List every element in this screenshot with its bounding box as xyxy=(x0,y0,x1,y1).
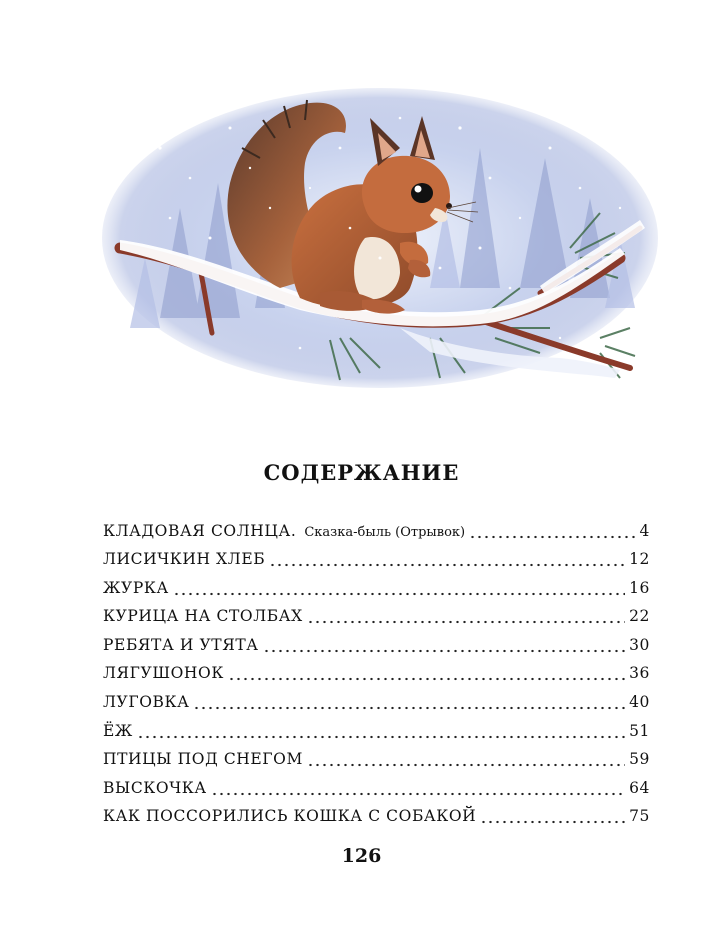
toc-entry-title: КУРИЦА НА СТОЛБАХ xyxy=(103,607,303,626)
toc-entry-page: 30 xyxy=(629,635,650,654)
toc-entry-title: ПТИЦЫ ПОД СНЕГОМ xyxy=(103,750,303,769)
page-number: 126 xyxy=(341,845,382,867)
squirrel-on-snowy-branch-illustration xyxy=(100,88,660,400)
toc-entry-page: 16 xyxy=(629,578,650,597)
toc-entry[interactable] xyxy=(103,520,650,549)
toc-entry-page: 22 xyxy=(629,607,650,626)
table-of-contents-title: СОДЕРЖАНИЕ xyxy=(263,460,460,485)
toc-dot-leader xyxy=(173,580,625,596)
toc-entry-title: ЁЖ xyxy=(103,721,133,740)
toc-entry[interactable] xyxy=(103,777,650,806)
toc-entry-page: 75 xyxy=(629,807,650,826)
toc-dot-leader xyxy=(211,780,625,796)
toc-entry-page: 51 xyxy=(629,721,650,740)
toc-entry-page: 4 xyxy=(639,521,650,540)
toc-dot-leader xyxy=(137,723,625,739)
toc-entry-title: ЛИСИЧКИН ХЛЕБ xyxy=(103,550,266,569)
toc-entry[interactable] xyxy=(103,634,650,663)
toc-entry[interactable] xyxy=(103,606,650,635)
toc-entry-title: КЛАДОВАЯ СОЛНЦА. xyxy=(103,521,297,540)
toc-entry-page: 12 xyxy=(629,550,650,569)
toc-entry[interactable] xyxy=(103,806,650,835)
toc-entry-page: 59 xyxy=(629,750,650,769)
toc-entry[interactable] xyxy=(103,749,650,778)
toc-dot-leader xyxy=(269,552,625,568)
toc-entry-page: 64 xyxy=(629,778,650,797)
toc-entry-subtitle: Сказка-быль (Отрывок) xyxy=(304,524,466,540)
toc-entry[interactable] xyxy=(103,549,650,578)
toc-entry[interactable] xyxy=(103,663,650,692)
toc-dot-leader xyxy=(307,609,625,625)
toc-dot-leader xyxy=(263,637,625,653)
toc-entry-title: ЖУРКА xyxy=(103,578,169,597)
toc-entry-page: 40 xyxy=(629,693,650,712)
table-of-contents xyxy=(103,520,650,835)
toc-entry-title: ЛЯГУШОНОК xyxy=(103,664,224,683)
toc-entry-title: РЕБЯТА И УТЯТА xyxy=(103,635,259,654)
toc-entry-title: ЛУГОВКА xyxy=(103,693,190,712)
toc-entry[interactable] xyxy=(103,692,650,721)
toc-dot-leader xyxy=(228,666,625,682)
toc-dot-leader xyxy=(480,809,625,825)
toc-dot-leader xyxy=(307,752,625,768)
toc-dot-leader xyxy=(193,695,625,711)
toc-entry[interactable] xyxy=(103,720,650,749)
toc-entry-title: КАК ПОССОРИЛИСЬ КОШКА С СОБАКОЙ xyxy=(103,807,477,826)
toc-dot-leader xyxy=(469,523,635,539)
toc-entry[interactable] xyxy=(103,577,650,606)
toc-entry-page: 36 xyxy=(629,664,650,683)
toc-entry-title: ВЫСКОЧКА xyxy=(103,778,207,797)
